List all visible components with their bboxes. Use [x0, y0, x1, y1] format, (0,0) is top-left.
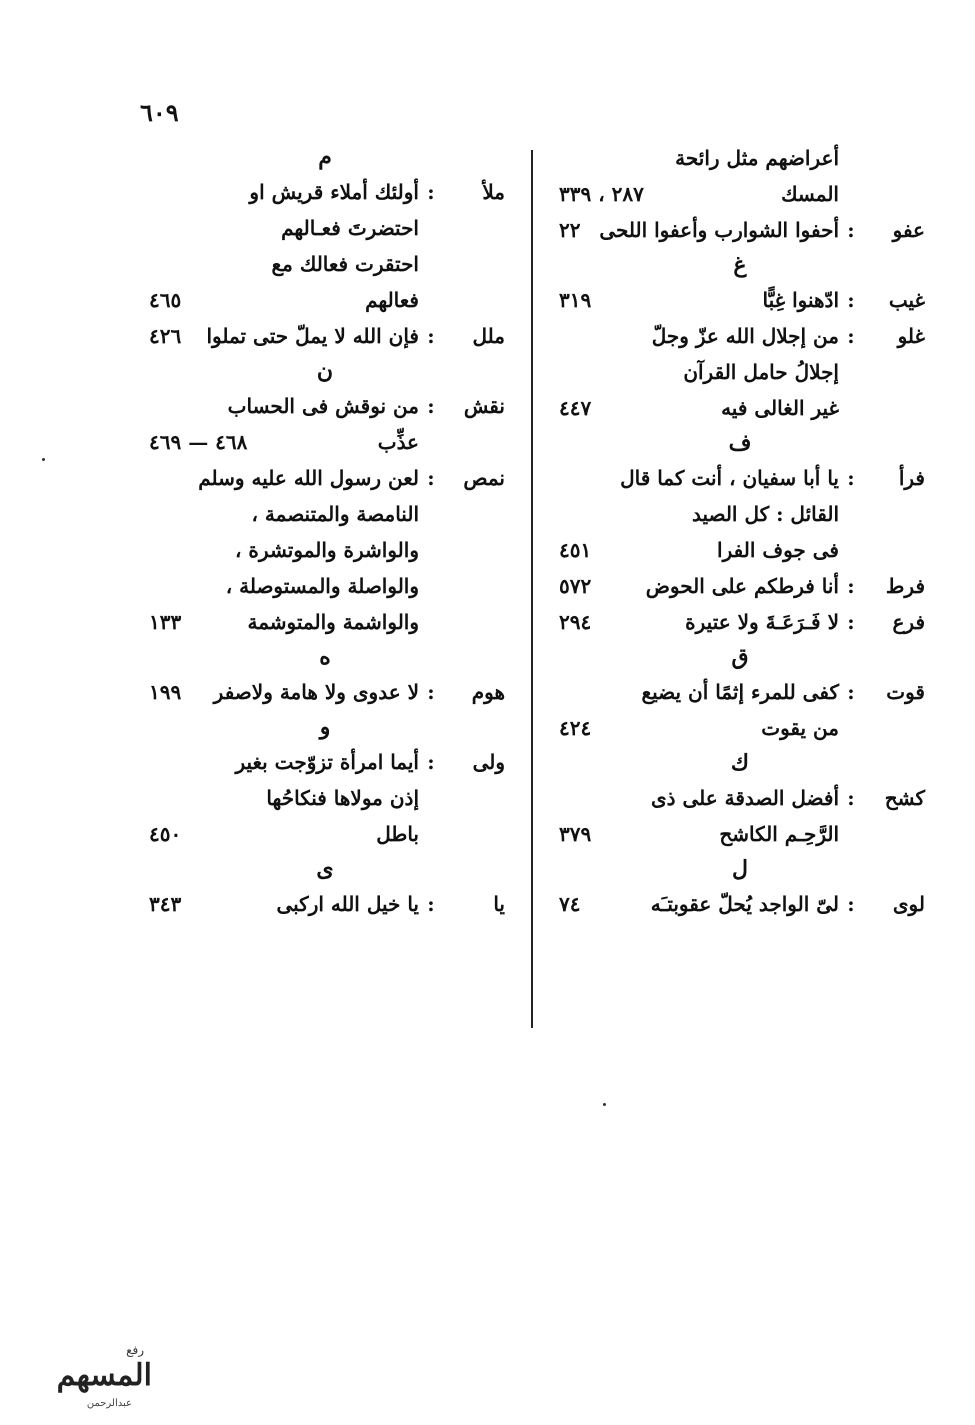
entry-root: نمص — [463, 466, 505, 490]
continuation-line: أعراضهم مثل رائحة — [675, 146, 839, 170]
entry-text: والواصلة والمستوصلة ، — [225, 574, 419, 598]
index-entry: نمص : لعن رسول الله عليه وسلم النامصة والمتنصمة ، والواشرة والموتشرة ، والواصلة والمستوصلة ، والواشمة والمتوشمة ١٣٣ — [145, 460, 505, 640]
entry-line — [555, 460, 839, 496]
page-reference: ٢٨٧ ، ٣٣٩ — [559, 182, 644, 206]
section-letter: ى — [316, 856, 334, 882]
stamp-main-text: المسهم — [56, 1358, 152, 1393]
page-reference: ١٣٣ — [149, 610, 182, 634]
entry-line — [555, 604, 839, 640]
index-entry: هوم : لا عدوى ولا هامة ولاصفر ١٩٩ — [145, 674, 505, 710]
entry-line — [145, 174, 419, 210]
page-reference: ٤٥١ — [559, 538, 592, 562]
entry-text: باطل — [376, 822, 419, 846]
page-reference: ٥٧٢ — [559, 574, 592, 598]
entry-root: كشح — [884, 786, 925, 810]
entry-text: أيما امرأة تزوّجت بغير — [235, 750, 419, 774]
entry-text: الرَّحِـم الكاشح — [719, 822, 839, 846]
entry-root: فرأ — [898, 466, 925, 490]
entry-root: هوم — [471, 680, 505, 704]
entry-root: ملأ — [482, 180, 505, 204]
scan-speck — [603, 1103, 606, 1106]
index-entry: كشح : أفضل الصدقة على ذى الرَّحِـم الكاشح ٣٧٩ — [555, 780, 925, 852]
entry-line — [555, 780, 839, 816]
index-entry: فرط : أنا فرطكم على الحوض ٥٧٢ — [555, 568, 925, 604]
section-letter: ف — [728, 430, 752, 456]
entry-text: النامصة والمتنصمة ، — [251, 502, 419, 526]
entry-text: أنا فرطكم على الحوض — [645, 574, 839, 598]
entry-line — [145, 532, 419, 568]
page-reference: ٧٤ — [559, 892, 581, 916]
entry-line — [145, 388, 419, 424]
index-entry: يا : يا خيل الله اركبى ٣٤٣ — [145, 886, 505, 922]
section-letter: م — [318, 144, 332, 170]
left-column — [145, 140, 505, 922]
entry-text: أفضل الصدقة على ذى — [650, 786, 839, 810]
section-letter: غ — [733, 252, 747, 278]
entry-root: لوى — [892, 892, 925, 916]
entry-root: فرط — [885, 574, 925, 598]
index-entry: ولى : أيما امرأة تزوّجت بغير إذن مولاها فنكاحُها باطل ٤٥٠ — [145, 744, 505, 852]
entry-line — [555, 318, 839, 354]
entry-line — [555, 816, 839, 852]
entry-text: يا أبا سفيان ، أنت كما قال — [620, 466, 839, 490]
page-reference: ٤٦٨ — ٤٦٩ — [149, 430, 248, 454]
page-reference: ٤٥٠ — [149, 822, 182, 846]
entry-root: نقش — [463, 394, 505, 418]
scan-speck — [42, 458, 45, 461]
entry-line — [145, 604, 419, 640]
entry-text: من إجلال الله عزّ وجلّ — [651, 324, 839, 348]
page-reference: ٤٤٧ — [559, 396, 592, 420]
entry-line — [145, 816, 419, 852]
page-reference: ٢٩٤ — [559, 610, 592, 634]
entry-line — [145, 744, 419, 780]
index-entry: عفو : أحفوا الشوارب وأعفوا اللحى ٢٢ — [555, 212, 925, 248]
section-letter: ك — [730, 750, 750, 776]
entry-text: لا فَـرَعَـةَ ولا عتيرة — [685, 610, 839, 634]
entry-text: ادّهنوا غِبًّا — [762, 288, 839, 312]
index-entry: نقش : من نوقش فى الحساب عذِّب ٤٦٨ — ٤٦٩ — [145, 388, 505, 460]
stamp-small-text: رفع — [126, 1343, 144, 1357]
index-entry: ملأ : أولئك أملاء قريش او احتضرتَ فعـالهم احتقرت فعالك مع فعالهم ٤٦٥ — [145, 174, 505, 318]
entry-text: من نوقش فى الحساب — [227, 394, 419, 418]
index-entry: قوت : كفى للمرء إثمًا أن يضيع من يقوت ٤٢٤ — [555, 674, 925, 746]
entry-text: فعالهم — [365, 288, 419, 312]
section-letter: ق — [731, 644, 749, 670]
page-reference: ١٩٩ — [149, 680, 182, 704]
entry-text: غير الغالى فيه — [721, 396, 839, 420]
entry-text: يا خيل الله اركبى — [276, 892, 419, 916]
entry-line — [555, 886, 839, 922]
entry-root: قوت — [886, 680, 925, 704]
entry-line — [555, 568, 839, 604]
entry-text: احتضرتَ فعـالهم — [281, 216, 419, 240]
entry-line — [145, 674, 419, 710]
entry-text: من يقوت — [761, 716, 839, 740]
entry-line — [555, 532, 839, 568]
entry-root: غيب — [888, 288, 925, 312]
index-entry: فرأ : يا أبا سفيان ، أنت كما قال القائل : كل الصيد فى جوف الفرا ٤٥١ — [555, 460, 925, 568]
entry-text: كفى للمرء إثمًا أن يضيع — [641, 680, 839, 704]
entry-line — [145, 246, 419, 282]
section-letter: ه — [319, 644, 331, 670]
right-column — [555, 140, 925, 922]
entry-root: ملل — [472, 324, 505, 348]
entry-line — [145, 886, 419, 922]
entry-text: والواشمة والمتوشمة — [247, 610, 419, 634]
entry-line: أحفوا الشوارب وأعفوا اللحى ٢٢ — [555, 212, 839, 248]
entry-text: لىّ الواجد يُحلّ عقوبتـَه — [650, 892, 839, 916]
entry-line — [145, 210, 419, 246]
page-reference: ٤٦٥ — [149, 288, 182, 312]
entry-line — [145, 496, 419, 532]
entry-line — [145, 424, 419, 460]
entry-text: والواشرة والموتشرة ، — [235, 538, 419, 562]
entry-root: غلو — [897, 324, 925, 348]
entry-text: إجلالُ حامل القرآن — [683, 360, 839, 384]
entry-line — [555, 390, 839, 426]
continuation-entry — [555, 140, 925, 212]
section-letter: ن — [316, 358, 334, 384]
stamp-sub-text: عبدالرحمن — [86, 1398, 132, 1409]
entry-text: القائل : كل الصيد — [691, 502, 839, 526]
section-letter: و — [319, 714, 331, 740]
library-stamp — [12, 1340, 162, 1415]
entry-line — [145, 318, 419, 354]
page-reference: ٣١٩ — [559, 288, 592, 312]
entry-text: فإن الله لا يملّ حتى تملوا — [206, 324, 419, 348]
page-reference: ٣٤٣ — [149, 892, 182, 916]
entry-line — [145, 568, 419, 604]
entry-text: احتقرت فعالك مع — [271, 252, 419, 276]
page-reference: ٤٢٤ — [559, 716, 592, 740]
index-entry: ملل : فإن الله لا يملّ حتى تملوا ٤٢٦ — [145, 318, 505, 354]
index-entry: غلو : من إجلال الله عزّ وجلّ إجلالُ حامل القرآن غير الغالى فيه ٤٤٧ — [555, 318, 925, 426]
entry-text: لعن رسول الله عليه وسلم — [198, 466, 419, 490]
page-reference: ٣٧٩ — [559, 822, 592, 846]
entry-line — [555, 710, 839, 746]
entry-root: عفو — [892, 218, 925, 242]
entry-text: إذن مولاها فنكاحُها — [266, 786, 419, 810]
entry-line — [555, 674, 839, 710]
entry-root: يا — [493, 892, 505, 916]
entry-line — [145, 282, 419, 318]
entry-text: أولئك أملاء قريش او — [249, 180, 419, 204]
entry-line — [555, 354, 839, 390]
entry-line — [555, 282, 839, 318]
index-entry: لوى : لىّ الواجد يُحلّ عقوبتـَه ٧٤ — [555, 886, 925, 922]
entry-text: لا عدوى ولا هامة ولاصفر — [213, 680, 419, 704]
entry-text: عذِّب — [377, 430, 419, 454]
entry-line — [555, 496, 839, 532]
column-divider — [531, 150, 533, 1028]
entry-root: ولى — [472, 750, 505, 774]
section-letter: ل — [732, 856, 748, 882]
continuation-line: المسك ٢٨٧ ، ٣٣٩ — [555, 176, 839, 212]
entry-line — [145, 780, 419, 816]
entry-line — [145, 460, 419, 496]
page-reference: ٢٢ — [559, 218, 581, 242]
entry-root: فرع — [892, 610, 925, 634]
page-reference: ٤٢٦ — [149, 324, 182, 348]
index-entry: غيب : ادّهنوا غِبًّا ٣١٩ — [555, 282, 925, 318]
page-number: ٦٠٩ — [140, 98, 179, 127]
entry-text: فى جوف الفرا — [717, 538, 839, 562]
index-entry: فرع : لا فَـرَعَـةَ ولا عتيرة ٢٩٤ — [555, 604, 925, 640]
